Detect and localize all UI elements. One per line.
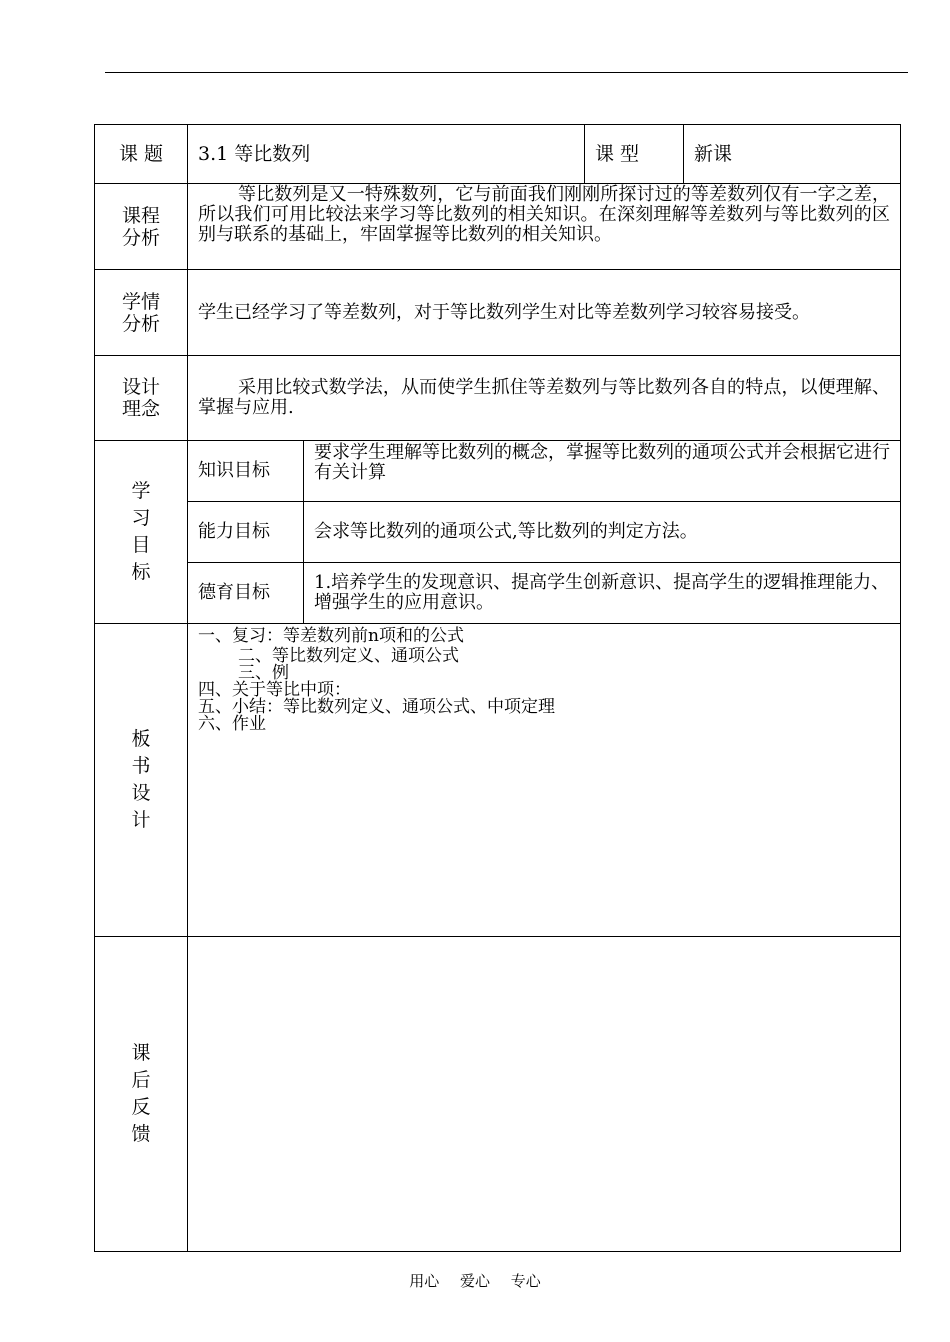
header-rule [105, 72, 908, 73]
lesson-type-label: 课 型 [585, 125, 684, 184]
lesson-type-value: 新课 [684, 125, 901, 184]
title-label: 课 题 [95, 125, 188, 184]
knowledge-goal-label: 知识目标 [188, 441, 304, 502]
moral-goal-text: 1.培养学生的发现意识、提高学生创新意识、提高学生的逻辑推理能力、增强学生的应用意识。 [304, 563, 901, 624]
feedback-label: 课 后 反 馈 [95, 937, 188, 1252]
design-concept-row [95, 356, 901, 441]
course-analysis-text-cell [188, 184, 901, 270]
page-footer: 用心 爱心 专心 [409, 1272, 541, 1290]
goal-row-ability [95, 502, 901, 563]
ability-goal-label: 能力目标 [188, 502, 304, 563]
board-line-middle-term: 四、关于等比中项： [198, 680, 351, 700]
board-design-content [188, 624, 901, 937]
course-analysis-row [95, 184, 901, 270]
ability-goal-text: 会求等比数列的通项公式,等比数列的判定方法。 [304, 502, 901, 563]
feedback-content [188, 937, 901, 1252]
design-concept-label: 设计 理念 [95, 356, 188, 441]
student-analysis-row [95, 270, 901, 356]
student-analysis-text: 学生已经学习了等差数列，对于等比数列学生对比等差数列学习较容易接受。 [188, 270, 901, 356]
board-line-homework: 六、作业 [198, 714, 266, 734]
design-concept-text-cell [188, 356, 901, 441]
student-analysis-label: 学情 分析 [95, 270, 188, 356]
course-analysis-text: 等比数列是又一特殊数列，它与前面我们刚刚所探讨过的等差数列仅有一字之差，所以我们可用比较法来学习等比数列的相关知识。在深刻理解等差数列与等比数列的区别与联系的基础上，牢固掌握等比数列的相关知识。 [198, 184, 891, 245]
board-line-review: 一、复习：等差数列前n项和的公式 [198, 626, 464, 646]
board-design-row [95, 624, 901, 937]
moral-goal-label: 德育目标 [188, 563, 304, 624]
learning-goals-label: 学 习 目 标 [95, 441, 188, 624]
feedback-row [95, 937, 901, 1252]
lesson-title: 3.1 等比数列 [188, 125, 585, 184]
board-design-label: 板 书 设 计 [95, 624, 188, 937]
knowledge-goal-text: 要求学生理解等比数列的概念，掌握等比数列的通项公式并会根据它进行有关计算 [304, 441, 901, 502]
design-concept-text: 采用比较式数学法，从而使学生抓住等差数列与等比数列各自的特点，以便理解、掌握与应用. [198, 377, 891, 418]
goal-row-moral [95, 563, 901, 624]
board-line-summary: 五、小结：等比数列定义、通项公式、中项定理 [198, 697, 555, 717]
board-line-example: 三、例 [238, 663, 289, 683]
goal-row-knowledge [95, 441, 901, 502]
board-line-definition: 二、等比数列定义、通项公式 [238, 646, 459, 666]
course-analysis-label: 课程 分析 [95, 184, 188, 270]
lesson-plan-table [94, 124, 901, 1252]
title-row [95, 125, 901, 184]
